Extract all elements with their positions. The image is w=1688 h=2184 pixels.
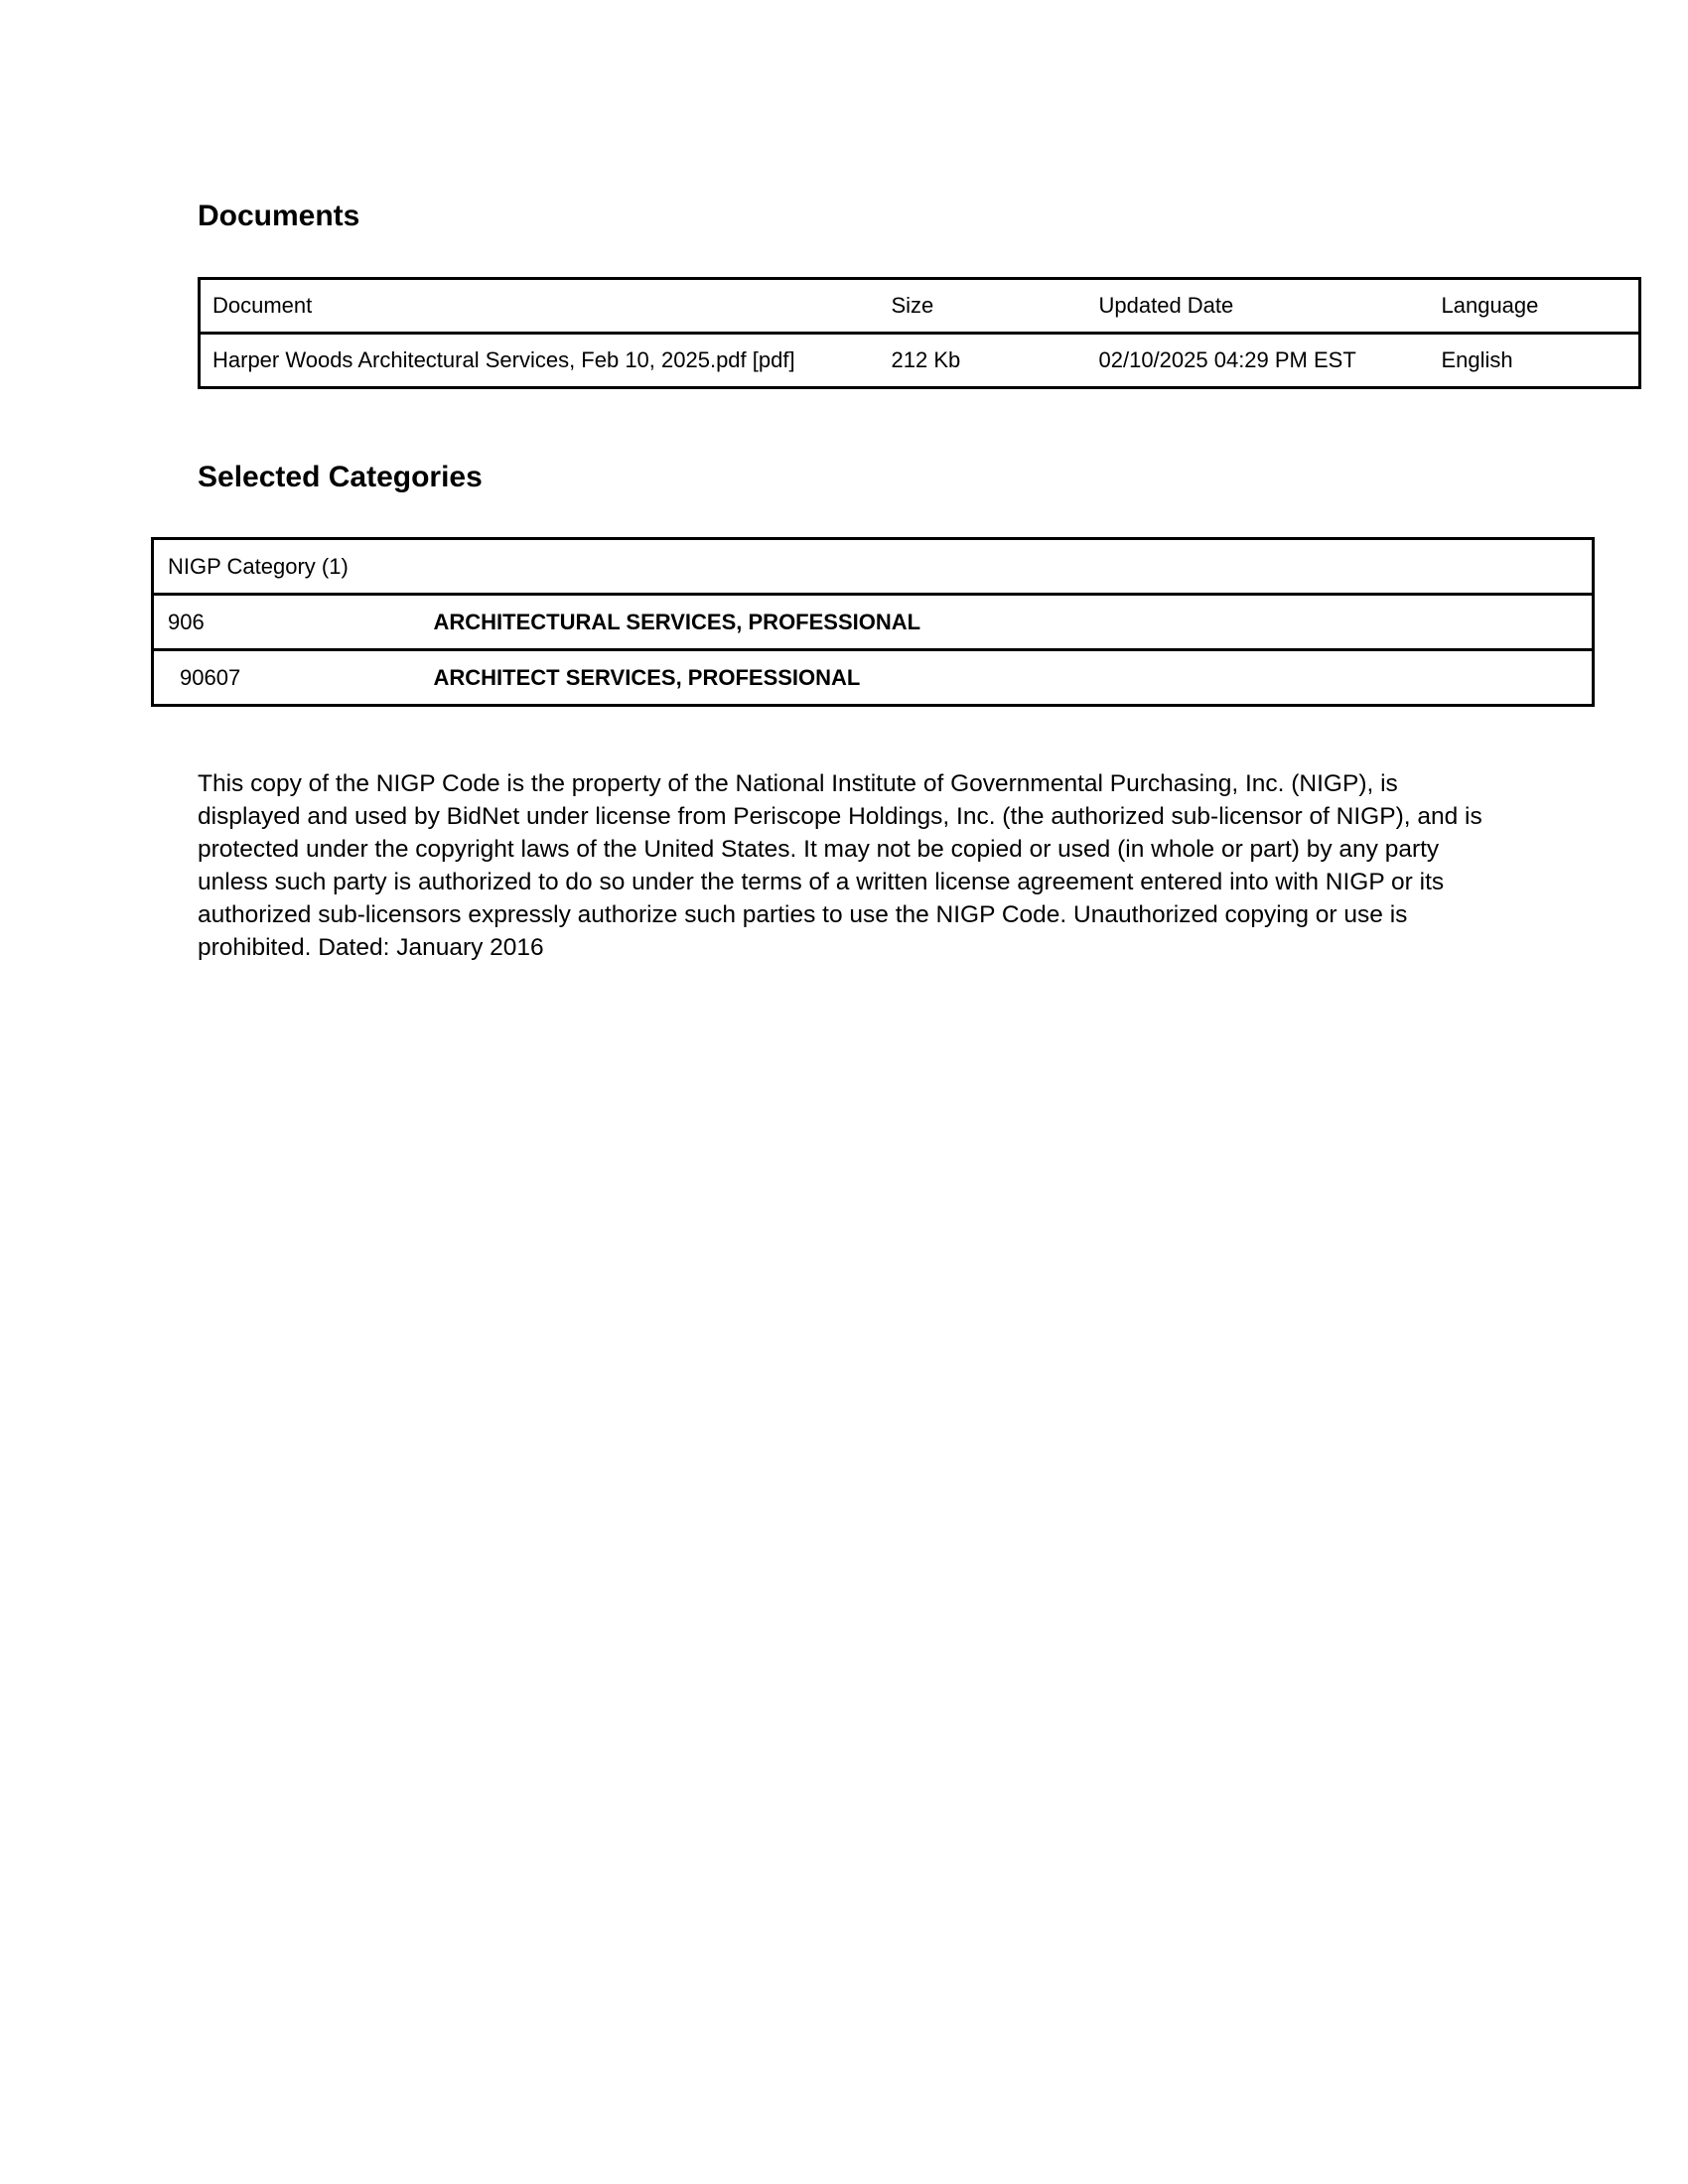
- documents-heading: Documents: [198, 200, 360, 232]
- category-description: ARCHITECT SERVICES, PROFESSIONAL: [434, 650, 1594, 706]
- categories-table: [151, 537, 1595, 707]
- category-code: 906: [153, 595, 434, 650]
- category-code: 90607: [153, 650, 434, 706]
- category-table-title: NIGP Category (1): [168, 553, 349, 579]
- category-description: ARCHITECTURAL SERVICES, PROFESSIONAL: [434, 595, 1594, 650]
- document-size: 212 Kb: [892, 334, 1099, 388]
- column-header-document: Document: [212, 293, 313, 318]
- column-header-size: Size: [891, 293, 934, 318]
- table-row: [200, 334, 1640, 388]
- selected-categories-heading: Selected Categories: [198, 461, 483, 493]
- documents-table: [198, 277, 1641, 389]
- column-header-language: Language: [1441, 293, 1539, 318]
- document-name: Harper Woods Architectural Services, Feb 10, 2025.pdf [pdf]: [200, 334, 892, 388]
- document-updated-date: 02/10/2025 04:29 PM EST: [1099, 334, 1442, 388]
- copyright-notice: This copy of the NIGP Code is the property of the National Institute of Governmental Purchasing, Inc. (NIGP), is displayed and used by BidNet under license from Periscope Holdings, Inc. (the authorized sub-licensor of NIGP), and is protected under the copyright laws of the United States. It may not be copied or used (in whole or part) by any party unless such party is authorized to do so under the terms of a written license agreement entered into with NIGP or its authorized sub-licensors expressly authorize such parties to use the NIGP Code. Unauthorized copying or use is prohibited. Dated: January 2016: [198, 770, 1482, 961]
- documents-header-row: [200, 279, 1640, 334]
- table-row: [153, 650, 1594, 706]
- category-title-row: [153, 539, 1594, 595]
- column-header-updated-date: Updated Date: [1098, 293, 1234, 318]
- table-row: [153, 595, 1594, 650]
- document-language: English: [1442, 334, 1640, 388]
